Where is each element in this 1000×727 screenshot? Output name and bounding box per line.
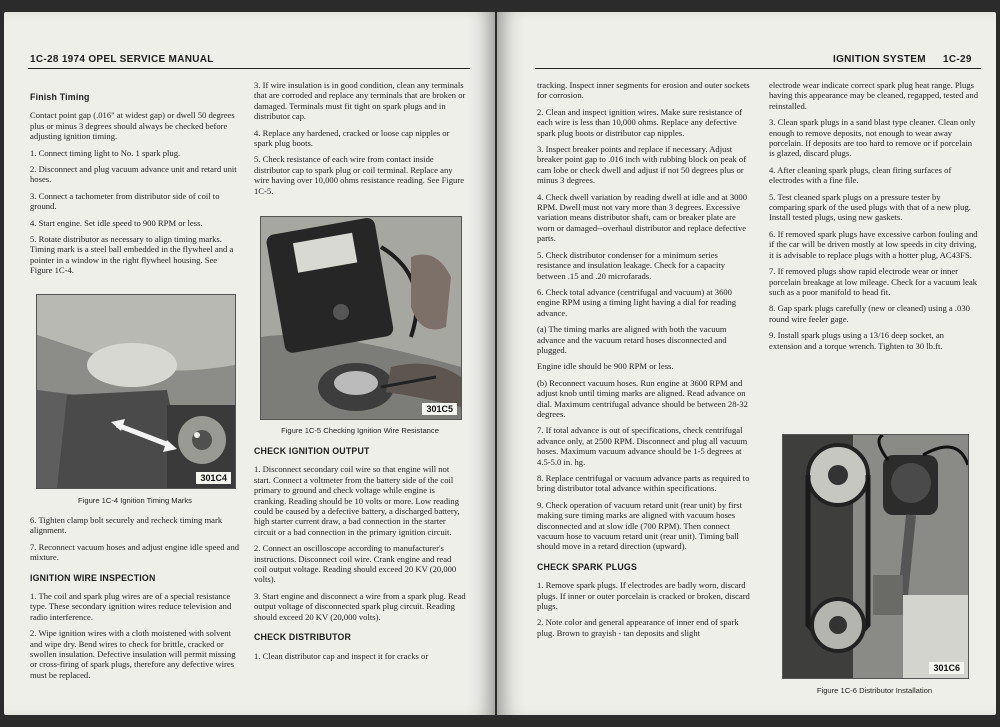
right-column-1: [537, 80, 751, 644]
left-column-2: [254, 80, 466, 202]
step: 4. Replace any hardened, cracked or loose cap nipples or spark plug boots.: [254, 127, 450, 149]
step: 3. Start engine and disconnect a wire from a spark plug. Read output voltage of disconnected spark plug circuit. Reading should exceed 20 KV (20,000 volts).: [254, 590, 466, 622]
right-page: [497, 12, 996, 715]
step: 8. Replace centrifugal or vacuum advance parts as required to bring distributor total advance within specifications.: [537, 473, 750, 494]
step: 6. Tighten clamp bolt securely and recheck timing mark alignment.: [30, 515, 223, 536]
figure-caption: Figure 1C-4 Ignition Timing Marks: [78, 496, 192, 505]
step: 4. Start engine. Set idle speed to 900 RPM or less.: [30, 217, 203, 228]
right-column-2: [769, 80, 979, 357]
step: (a) The timing marks are aligned with both the vacuum advance and the vacuum retard hoses disconnected and plugged.: [537, 324, 727, 355]
header-rule: [535, 68, 981, 69]
paragraph: Contact point gap (.016" at widest gap) or dwell 50 degrees plus or minus 3 degrees should always be checked before adjusting ignition timing.: [30, 110, 235, 142]
distributor-photo: [783, 435, 968, 678]
step: 5. Check resistance of each wire from contact inside distributor cap to spark plug or coil terminal. Replace any wire having over 10,000 ohms resistance reading. See Figure 1C-5.: [254, 154, 465, 196]
step: 2. Connect an oscilloscope according to manufacturer's instructions. Disconnect coil wire. Crank engine and read coil output voltage. Reading should exceed 20 KV (20,000 volts).: [254, 543, 457, 585]
figure-tag: 301C6: [929, 662, 964, 674]
step: 5. Test cleaned spark plugs on a pressure tester by comparing spark of the used plugs with that of a new plug. Install tested plugs, using new gaskets.: [769, 191, 971, 223]
step: 7. If total advance is out of specifications, check centrifugal advance only, at 2500 RPM. Disconnect and plug all vacuum hoses. Maximum vacuum advance should be 1-5 degrees at 4.5-5.0 in. hg.: [537, 425, 748, 467]
step: 3. If wire insulation is in good condition, clean any terminals that are corroded and replace any terminals that are broken or damaged. Terminals must fit tight on spark plugs and in distributor cap.: [254, 80, 466, 122]
figure-tag: 301C5: [422, 403, 457, 415]
step: 3. Clean spark plugs in a sand blast type cleaner. Clean only enough to remove deposits, not enough to wear away porcelain. If deposits are too hard to remove or if porcelain is glazed, discard plugs.: [769, 117, 976, 159]
step: Engine idle should be 900 RPM or less.: [537, 361, 674, 372]
step: tracking. Inspect inner segments for erosion and outer sockets for corrosion.: [537, 80, 750, 101]
timing-marks-photo: [37, 295, 235, 488]
step: 1. Disconnect secondary coil wire so that engine will not start. Connect a voltmeter from the battery side of the coil primary to ground and check voltage while engine is cranking. Reading should be 10 volts or more. Low reading could be caused by a defective battery, a discharged battery, high starter current draw, a bad connection in the starter circuit or a bad connection in the primary ignition circuit.: [254, 464, 460, 537]
figure-caption: Figure 1C-5 Checking Ignition Wire Resistance: [281, 426, 439, 435]
step: 9. Install spark plugs using a 13/16 deep socket, an extension and a torque wrench. Tighten to 30 lb.ft.: [769, 330, 944, 351]
right-page-header-title: IGNITION SYSTEM: [833, 54, 926, 65]
figure-tag: 301C4: [196, 472, 231, 484]
step: 1. Remove spark plugs. If electrodes are badly worn, discard plugs. If inner or outer porcelain is cracked or broken, discard plugs.: [537, 580, 750, 612]
step: 1. Clean distributor cap and inspect it for cracks or: [254, 650, 429, 661]
step: 6. Check total advance (centrifugal and vacuum) at 3600 engine RPM using a timing light having a dial for reading advance.: [537, 286, 737, 318]
ohmmeter-photo: [261, 217, 461, 419]
left-page: [4, 12, 495, 715]
step: electrode wear indicate correct spark plug heat range. Plugs having this appearance may be cleaned, regapped, tested and reinstalled.: [769, 80, 979, 111]
figure-checking-wire-resistance: [260, 216, 462, 420]
step: 5. Check distributor condenser for a minimum series resistance and insulation leakage. Check for a capacity between .15 and .20 microfarads.: [537, 249, 726, 281]
heading-ignition-wire-inspection: IGNITION WIRE INSPECTION: [30, 572, 156, 583]
figure-caption: Figure 1C-6 Distributor Installation: [816, 686, 933, 695]
step: 8. Gap spark plugs carefully (new or cleaned) using a .030 round wire feeler gage.: [769, 303, 970, 324]
left-column-1-lower: [30, 515, 240, 686]
step: 2. Disconnect and plug vacuum advance unit and retard unit hoses.: [30, 164, 237, 185]
step: 7. Reconnect vacuum hoses and adjust engine idle speed and mixture.: [30, 541, 240, 563]
step: 1. Connect timing light to No. 1 spark plug.: [30, 147, 181, 158]
step: 3. Inspect breaker points and replace if necessary. Adjust breaker point gap to .016 inch with rubbing block on peak of cam lobe or check dwell and adjust if not 50 degrees plus or minus 3 degrees.: [537, 144, 747, 186]
left-column-2-lower: [254, 446, 466, 667]
step: 4. Check dwell variation by reading dwell at idle and at 3000 RPM. Dwell must not vary more than 3 degrees. Excessive variation means distributor shaft, cam or breaker plate are worn or damaged--overhaul distributor and replace defective parts.: [537, 191, 748, 244]
step: 9. Check operation of vacuum retard unit (rear unit) by first making sure timing marks are aligned with vacuum hoses disconnected and at slow idle (700 RPM). Then connect vacuum hose to vacuum retard unit (rear unit). Timing ball should move in a retard direction (upward).: [537, 499, 742, 552]
figure-distributor-installation: [782, 434, 969, 679]
step: 1. The coil and spark plug wires are of a special resistance type. These secondary ignition wires reduce television and radio interference.: [30, 591, 232, 622]
header-rule: [28, 68, 470, 69]
left-page-header: 1C-28 1974 OPEL SERVICE MANUAL: [30, 54, 214, 65]
step: 2. Wipe ignition wires with a cloth moistened with solvent and wipe dry. Bend wires to check for brittle, cracked or swollen insulation. Defective insulation will permit missing or cross-firing of spark plugs, therefore any defective wires must be replaced.: [30, 628, 236, 680]
left-column-1: [30, 92, 240, 282]
step: 3. Connect a tachometer from distributor side of coil to ground.: [30, 190, 220, 212]
heading-check-spark-plugs: CHECK SPARK PLUGS: [537, 561, 638, 572]
step: 6. If removed spark plugs have excessive carbon fouling and if the car will be driven mostly at low speeds in city driving, it is advisable to replace plugs with a hotter plug, AC43FS.: [769, 228, 978, 260]
step: 7. If removed plugs show rapid electrode wear or inner porcelain breakage at low mileage. Check for a vacuum leak such as a poor manifold to head fit.: [769, 266, 978, 297]
step: 4. After cleaning spark plugs, clean firing surfaces of electrodes with a fine file.: [769, 164, 952, 186]
step: 2. Note color and general appearance of inner end of spark plug. Brown to grayish - tan deposits and slight: [537, 617, 739, 638]
step: (b) Reconnect vacuum hoses. Run engine at 3600 RPM and adjust knob until timing marks are aligned. Read advance on dial. Maximum centrifugal advance should be between 28-32 degrees.: [537, 377, 748, 419]
heading-check-distributor: CHECK DISTRIBUTOR: [254, 632, 352, 643]
heading-check-ignition-output: CHECK IGNITION OUTPUT: [254, 446, 370, 456]
right-page-number: 1C-29: [943, 54, 972, 65]
figure-ignition-timing-marks: [36, 294, 236, 489]
heading-finish-timing: Finish Timing: [30, 92, 90, 102]
step: 5. Rotate distributor as necessary to align timing marks. Timing mark is a steel ball embedded in the flywheel and a pointer in a window in the right flywheel housing. See Figure 1C-4.: [30, 234, 234, 276]
step: 2. Clean and inspect ignition wires. Make sure resistance of each wire is less than 10,000 ohms. Replace any defective spark plug boots or distributor cap nipples.: [537, 106, 742, 138]
